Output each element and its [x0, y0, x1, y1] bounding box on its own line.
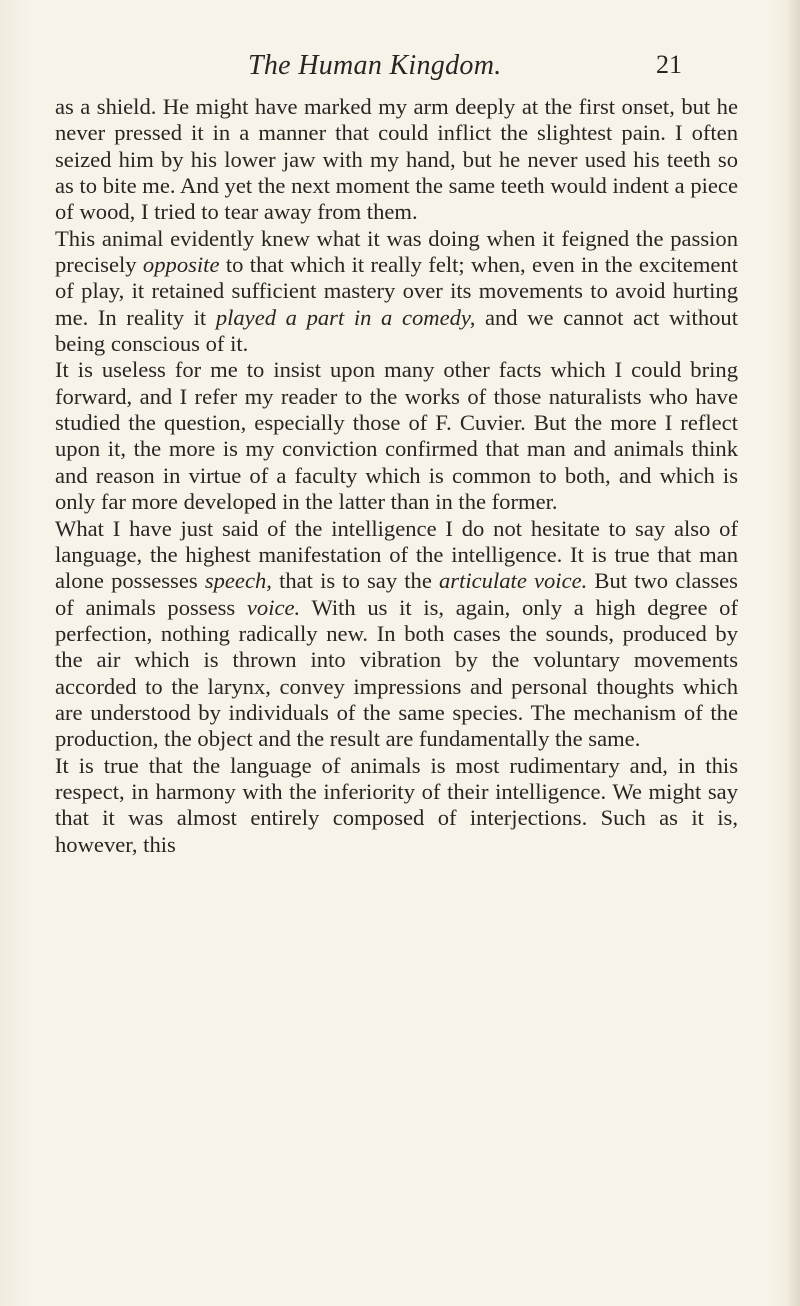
- italic-text: articulate voice.: [439, 568, 588, 594]
- text-run: With us it is, again, only a high degree of perfection, nothing radically new. In both cases the sounds, produced by the air which is thrown into vibration by the voluntary movements accorded to the larynx, convey impressions and personal thoughts which are understood by individuals of the same species. The mechanism of the production, the object and the result are fundamentally the same.: [55, 594, 738, 752]
- text-run: But two classes of animals possess: [55, 568, 738, 620]
- page-edge-shadow: [786, 0, 800, 1306]
- text-run: to that which it really felt; when, even in the excitement of play, it retained sufficient mastery over its movements to avoid hurting me. In reality it: [55, 252, 739, 330]
- page-number: 21: [656, 50, 682, 79]
- running-head: [248, 50, 748, 80]
- body-text: [55, 94, 738, 858]
- italic-text: played a part in a comedy,: [215, 304, 476, 330]
- paragraph-5: It is true that the language of animals is most rudimentary and, in this respect, in harmony with the inferiority of their intelligence. We might say that it was almost entirely composed of interjections. Such as it is, however, this: [55, 752, 738, 857]
- text-run: What I have just said of the intelligence I do not hesitate to say also of language, the highest manifestation of the intelligence. It is true that man alone possesses: [55, 515, 738, 594]
- running-title: The Human Kingdom.: [248, 50, 502, 81]
- paragraph-1: as a shield. He might have marked my arm deeply at the first onset, but he never pressed it in a manner that could inflict the slightest pain. I often seized him by his lower jaw with my hand, but he never used his teeth so as to bite me. And yet the next moment the same teeth would indent a piece of wood, I tried to tear away from them.: [55, 94, 738, 225]
- paragraph-2: [55, 226, 738, 358]
- italic-text: opposite: [142, 252, 220, 278]
- text-run: that is to say the: [271, 568, 439, 594]
- italic-text: voice.: [246, 594, 301, 620]
- paragraph-3: It is useless for me to insist upon many other facts which I could bring forward, and I refer my reader to the works of those naturalists who have studied the question, especially those of F. Cuvier. But the more I reflect upon it, the more is my conviction confirmed that man and animals think and reason in virtue of a faculty which is common to both, and which is only far more developed in the latter than in the former.: [55, 357, 738, 515]
- text-run: and we cannot act without being conscious of it.: [55, 304, 739, 357]
- italic-text: speech,: [204, 568, 272, 594]
- paragraph-4: [55, 516, 738, 753]
- text-run: This animal evidently knew what it was doing when it feigned the passion precisely: [55, 225, 738, 278]
